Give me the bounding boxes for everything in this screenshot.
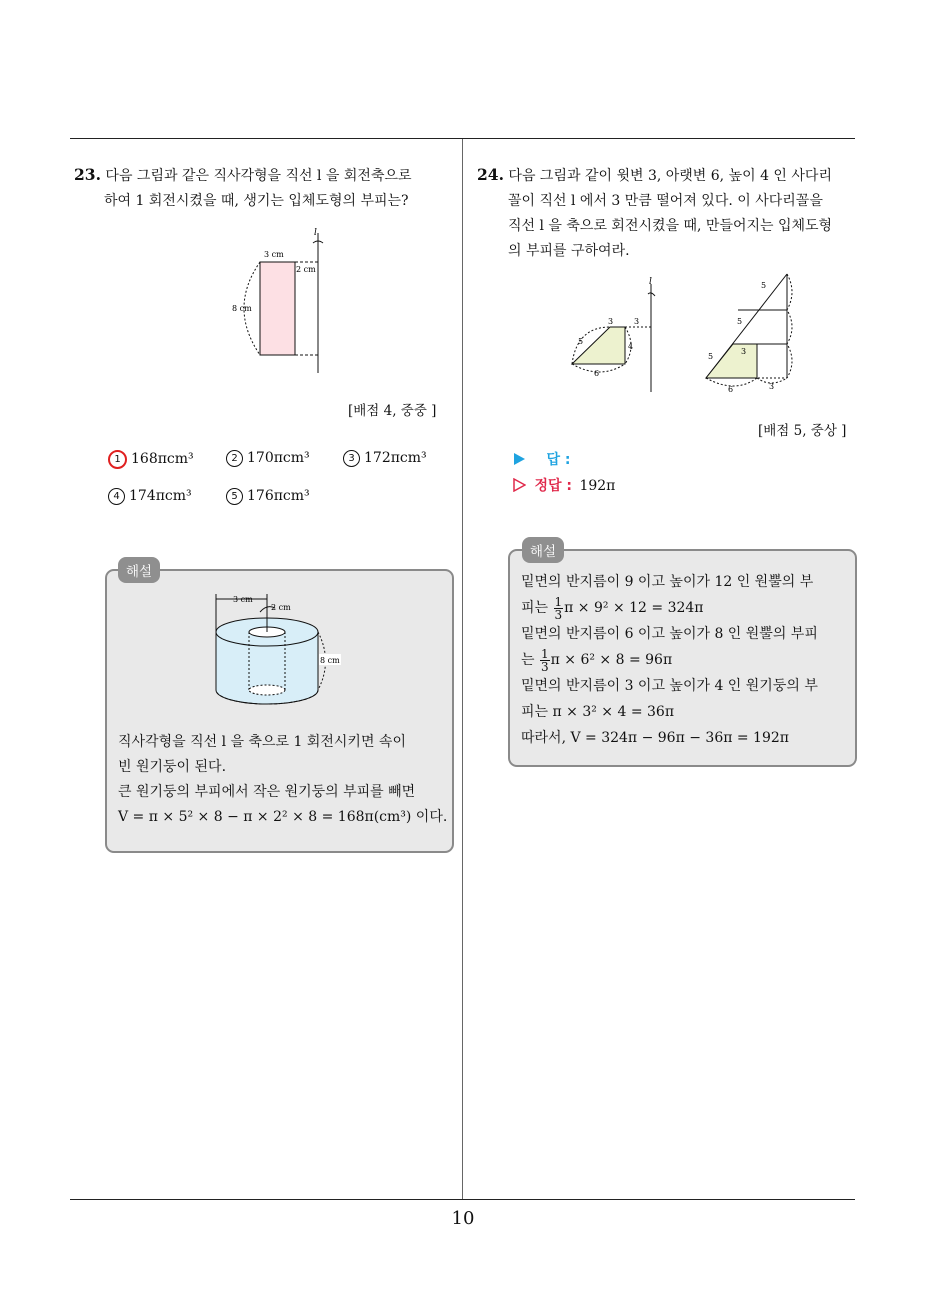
q23-explanation-text: [118, 730, 448, 830]
q24-question: [477, 162, 861, 264]
q24-figure: [565, 272, 805, 397]
q23-explanation-figure: [205, 590, 355, 708]
top-label-right: 3: [741, 347, 747, 356]
explanation-line: 빈 원기둥이 된다.: [118, 759, 227, 775]
q24-text-line3: 직선 l 을 축으로 회전시켰을 때, 만들어지는 입체도형: [508, 218, 833, 234]
explanation-line: 밑면의 반지름이 9 이고 높이가 12 인 원뿔의 부: [521, 574, 814, 590]
height-label: 4: [628, 342, 634, 351]
q23-choice-3[interactable]: [343, 450, 427, 467]
height-label: 8 cm: [232, 304, 252, 313]
offset-label: 3: [769, 382, 775, 391]
fraction: [554, 596, 564, 621]
rectangle-shape: [260, 262, 295, 355]
q24-number: 24.: [477, 165, 504, 184]
choice-mark: 3: [343, 450, 360, 467]
slant-label-3: 5: [708, 352, 714, 361]
choice-mark: 1: [108, 450, 127, 469]
q23-explanation-tag: 해설: [118, 557, 160, 583]
q23-choice-5[interactable]: [226, 488, 310, 505]
denominator: 3: [540, 659, 549, 674]
height-arcs: [787, 274, 792, 378]
choice-mark: 5: [226, 488, 243, 505]
fraction: [540, 648, 550, 673]
bottom-label: 6: [594, 369, 600, 378]
numerator: 1: [540, 646, 549, 661]
choice-value: 168πcm³: [131, 451, 194, 467]
q24-correct-row: [512, 475, 615, 495]
column-divider: [462, 139, 463, 1199]
choice-mark: 4: [108, 488, 125, 505]
explanation-line: 큰 원기둥의 부피에서 작은 원기둥의 부피를 빼면: [118, 784, 416, 800]
bottom-label-right: 6: [728, 385, 734, 394]
trapezoid-right: [706, 344, 757, 378]
q24-text-line4: 의 부피를 구하여라.: [508, 243, 630, 259]
numerator: 1: [554, 594, 563, 609]
gap-label: 2 cm: [296, 265, 316, 274]
slant-label-2: 5: [737, 317, 743, 326]
explanation-line: [521, 595, 851, 621]
explanation-line: V = π × 5² × 8 − π × 2² × 8 = 168π(cm³) 이다.: [118, 809, 448, 825]
q24-explanation-tag: 해설: [522, 537, 564, 563]
explanation-line: 따라서, V = 324π − 96π − 36π = 192π: [521, 730, 789, 746]
correct-value: 192π: [579, 478, 616, 494]
explanation-line: 밑면의 반지름이 6 이고 높이가 8 인 원뿔의 부피: [521, 626, 818, 642]
outline-play-icon: [512, 478, 526, 492]
q23-question: [74, 162, 458, 214]
text-formula: π × 6² × 8 = 96π: [550, 652, 673, 668]
text-prefix: 피는: [521, 600, 549, 616]
gap-label: 2 cm: [271, 603, 291, 612]
distance-label: 3: [634, 317, 640, 326]
width-label: 3 cm: [264, 250, 284, 259]
q23-number: 23.: [74, 165, 101, 184]
slant-label-1: 5: [761, 281, 767, 290]
play-icon: [512, 452, 526, 466]
explanation-line: 밑면의 반지름이 3 이고 높이가 4 인 원기둥의 부: [521, 678, 818, 694]
page-number: 10: [451, 1208, 475, 1229]
q24-text-line2: 꼴이 직선 l 에서 3 만큼 떨어져 있다. 이 사다리꼴을: [508, 193, 823, 209]
q23-choice-1[interactable]: [108, 450, 194, 469]
bottom-rule: [70, 1199, 855, 1200]
answer-label: 답 :: [546, 452, 571, 468]
q24-text-line1: 다음 그림과 같이 윗변 3, 아랫변 6, 높이 4 인 사다리: [508, 168, 832, 184]
explanation-line: [521, 647, 851, 673]
q24-explanation-text: [521, 569, 851, 751]
q23-choice-2[interactable]: [226, 450, 310, 467]
choice-value: 176πcm³: [247, 488, 310, 504]
choice-value: 174πcm³: [129, 488, 192, 504]
q23-meta: [배점 4, 중중 ]: [348, 403, 437, 419]
explanation-line: 직사각형을 직선 l 을 축으로 1 회전시키면 속이: [118, 734, 406, 750]
choice-value: 172πcm³: [364, 450, 427, 466]
inner-hole-bottom: [249, 685, 285, 695]
q24-answer-row: [512, 449, 570, 469]
choice-mark: 2: [226, 450, 243, 467]
q23-choice-4[interactable]: [108, 488, 192, 505]
q23-text-line2: 하여 1 회전시켰을 때, 생기는 입체도형의 부피는?: [104, 193, 409, 209]
top-label: 3: [608, 317, 614, 326]
axis-label: l: [314, 228, 317, 238]
text-formula: π × 9² × 12 = 324π: [564, 600, 704, 616]
explanation-line: 피는 π × 3² × 4 = 36π: [521, 704, 675, 720]
q24-meta: [배점 5, 중상 ]: [758, 423, 847, 439]
text-prefix: 는: [521, 652, 535, 668]
q23-figure: [220, 225, 340, 375]
correct-label: 정답 :: [534, 478, 572, 494]
height-label: 8 cm: [320, 656, 340, 665]
choice-value: 170πcm³: [247, 450, 310, 466]
width-label: 3 cm: [233, 595, 253, 604]
q23-text-line1: 다음 그림과 같은 직사각형을 직선 l 을 회전축으로: [105, 168, 412, 184]
slant-label: 5: [578, 337, 584, 346]
denominator: 3: [554, 607, 563, 622]
axis-label: l: [649, 277, 652, 287]
